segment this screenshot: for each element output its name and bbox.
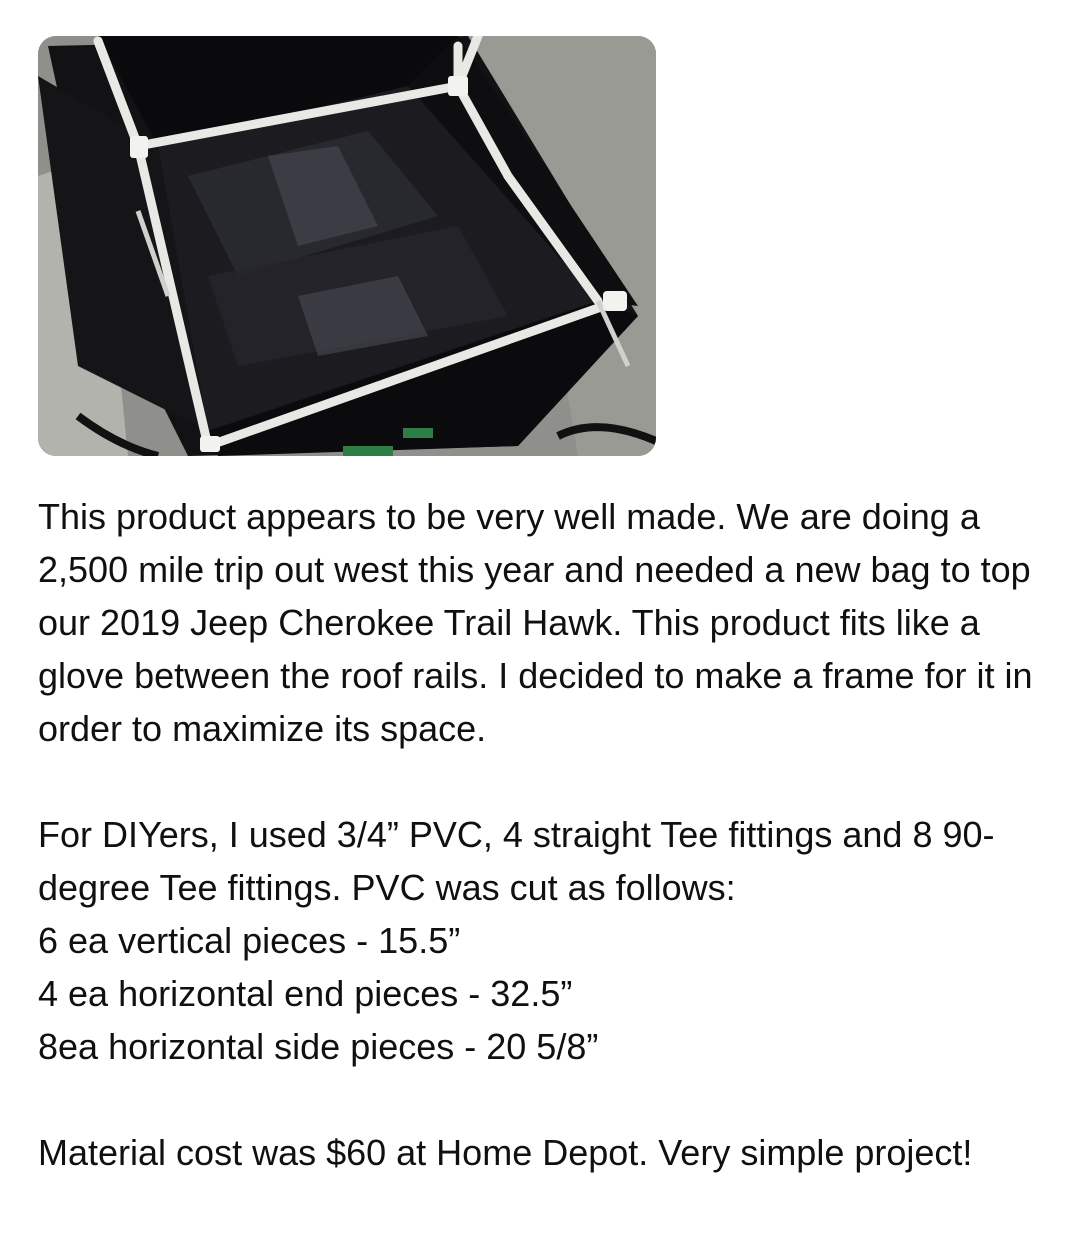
review-photo[interactable] <box>38 36 656 456</box>
paragraph-gap <box>38 1073 1058 1126</box>
review-paragraph-3: Material cost was $60 at Home Depot. Very simple project! <box>38 1132 973 1173</box>
review-paragraph-2-line-3: 4 ea horizontal end pieces - 32.5” <box>38 973 573 1014</box>
paragraph-gap <box>38 755 1058 808</box>
review-paragraph-1: This product appears to be very well made. We are doing a 2,500 mile trip out west this year and needed a new bag to top our 2019 Jeep Cherokee Trail Hawk. This product fits like a glove between the roof rails. I decided to make a frame for it in order to maximize its space. <box>38 496 1033 749</box>
review-paragraph-2-line-4: 8ea horizontal side pieces - 20 5/8” <box>38 1026 599 1067</box>
review-paragraph-2-line-1: For DIYers, I used 3/4” PVC, 4 straight Tee fittings and 8 90-degree Tee fittings. PVC was cut as follows: <box>38 814 995 908</box>
review-paragraph-2-line-2: 6 ea vertical pieces - 15.5” <box>38 920 461 961</box>
review-text <box>38 490 1058 1179</box>
cargo-bag-image <box>38 36 656 456</box>
